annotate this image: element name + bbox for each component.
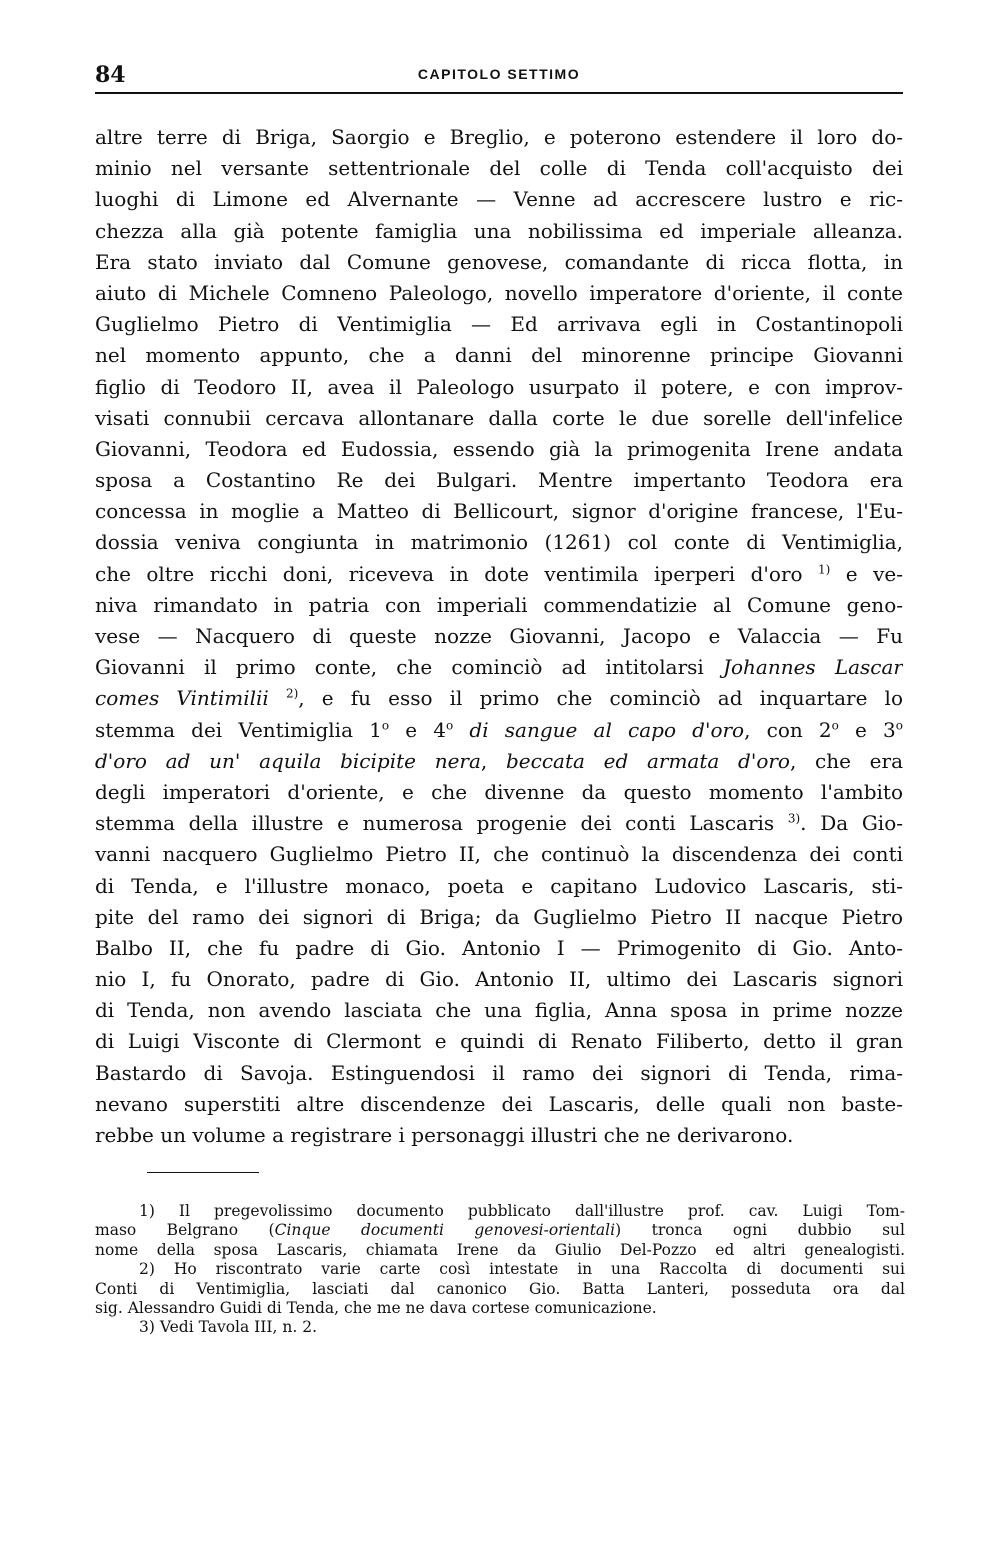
text-line: minio nel versante settentrionale del colle di Tenda coll'acquisto dei [95,156,903,181]
italic-text: beccata ed armata d'oro [505,748,790,773]
text-line: degli imperatori d'oriente, e che divenne da questo momento l'ambito [95,779,903,804]
page-header [95,56,903,94]
footnotes [95,1202,905,1338]
footnote-line: Conti di Ventimiglia, lasciati dal canonico Gio. Batta Lanteri, posseduta ora dal [95,1279,905,1298]
text-line: stemma della illustre e numerosa progenie dei conti Lascaris $^{3)}$. Da Gio- [95,811,903,836]
footnote-divider [147,1172,259,1173]
text-line: Era stato inviato dal Comune genovese, comandante di ricca flotta, in [95,249,903,274]
superscript: o [381,717,390,732]
text-line: vese — Nacquero di queste nozze Giovanni, Jacopo e Valaccia — Fu [95,624,903,648]
superscript: o [831,717,839,732]
superscript: 3) [787,811,801,826]
italic-text: di sangue al capo d'oro [469,717,745,742]
footnote-line: maso Belgrano (Cinque documenti genovesi-orientali) tronca ogni dubbio sul [95,1221,905,1240]
text-line: stemma dei Ventimiglia 1$^o$ e 4$^o$ di sangue al capo d'oro, con 2$^o$ e 3$^o$ [95,717,903,742]
text-line: nevano superstiti altre discendenze dei Lascaris, delle quali non baste- [95,1091,903,1116]
text-line: Bastardo di Savoja. Estinguendosi il ramo dei signori di Tenda, rima- [95,1060,903,1085]
superscript: 1) [818,561,831,576]
text-line: sposa a Costantino Re dei Bulgari. Mentre impertanto Teodora era [95,468,903,493]
text-line: di Tenda, e l'illustre monaco, poeta e capitano Ludovico Lascaris, sti- [95,873,903,898]
text-line: Guglielmo Pietro di Ventimiglia — Ed arrivava egli in Costantinopoli [95,312,903,337]
italic-text: d'oro ad un' aquila bicipite nera [95,748,481,773]
footnote-line: 2) Ho riscontrato varie carte così intestate in una Raccolta di documenti sui [139,1260,905,1279]
text-line: concessa in moglie a Matteo di Bellicourt, signor d'origine francese, l'Eu- [95,499,903,524]
italic-text: Johannes Lascar [722,655,903,680]
page-number: 84 [95,62,126,88]
text-line: rebbe un volume a registrare i personaggi illustri che ne derivarono. [95,1123,794,1147]
text-line: visati connubii cercava allontanare dalla corte le due sorelle dell'infelice [95,405,903,430]
text-line: niva rimandato in patria con imperiali commendatizie al Comune geno- [95,592,903,617]
superscript: o [446,717,454,732]
text-line: nel momento appunto, che a danni del minorenne principe Giovanni [95,343,903,368]
text-line: comes Vintimilii $^{2)}$, e fu esso il primo che cominciò ad inquartare lo [95,686,903,711]
text-line: altre terre di Briga, Saorgio e Breglio, e poterono estendere il loro do- [95,125,903,149]
text-line: luoghi di Limone ed Alvernante — Venne ad accrescere lustro e ric- [95,187,903,212]
text-line: vanni nacquero Guglielmo Pietro II, che continuò la discendenza dei conti [95,842,903,867]
text-line: d'oro ad un' aquila bicipite nera, beccata ed armata d'oro, che era [95,748,903,773]
running-head: CAPITOLO SETTIMO [417,66,581,82]
text-line: dossia veniva congiunta in matrimonio (1261) col conte di Ventimiglia, [95,530,903,555]
text-line: figlio di Teodoro II, avea il Paleologo usurpato il potere, e con improv- [95,374,903,399]
text-line: Balbo II, che fu padre di Gio. Antonio I — Primogenito di Gio. Anto- [95,935,903,960]
text-line: pite del ramo dei signori di Briga; da Guglielmo Pietro II nacque Pietro [95,904,903,929]
text-line: che oltre ricchi doni, riceveva in dote ventimila iperperi d'oro $^{1)}$ e ve- [95,561,903,586]
italic-text: Cinque documenti genovesi-orientali [274,1221,616,1240]
body-text [95,122,903,1151]
text-line: Giovanni, Teodora ed Eudossia, essendo già la primogenita Irene andata [95,436,903,461]
text-line: chezza alla già potente famiglia una nobilissima ed imperiale alleanza. [95,218,903,243]
text-line: nio I, fu Onorato, padre di Gio. Antonio II, ultimo dei Lascaris signori [95,967,903,992]
text-line: aiuto di Michele Comneno Paleologo, novello imperatore d'oriente, il conte [95,280,903,305]
footnote-line: 3) Vedi Tavola III, n. 2. [139,1318,318,1337]
text-line: Giovanni il primo conte, che cominciò ad intitolarsi Johannes Lascar [95,655,903,680]
footnote-line: sig. Alessandro Guidi di Tenda, che me ne dava cortese comunicazione. [95,1298,657,1317]
superscript: 2) [285,686,299,701]
footnote-line: 1) Il pregevolissimo documento pubblicato dall'illustre prof. cav. Luigi Tom- [139,1202,905,1220]
superscript: o [895,717,903,732]
text-line: di Tenda, non avendo lasciata che una figlia, Anna sposa in prime nozze [95,998,903,1023]
text-line: di Luigi Visconte di Clermont e quindi di Renato Filiberto, detto il gran [95,1029,903,1054]
italic-text: comes Vintimilii [95,686,269,711]
footnote-line: nome della sposa Lascaris, chiamata Irene da Giulio Del-Pozzo ed altri genealogisti. [95,1240,905,1259]
